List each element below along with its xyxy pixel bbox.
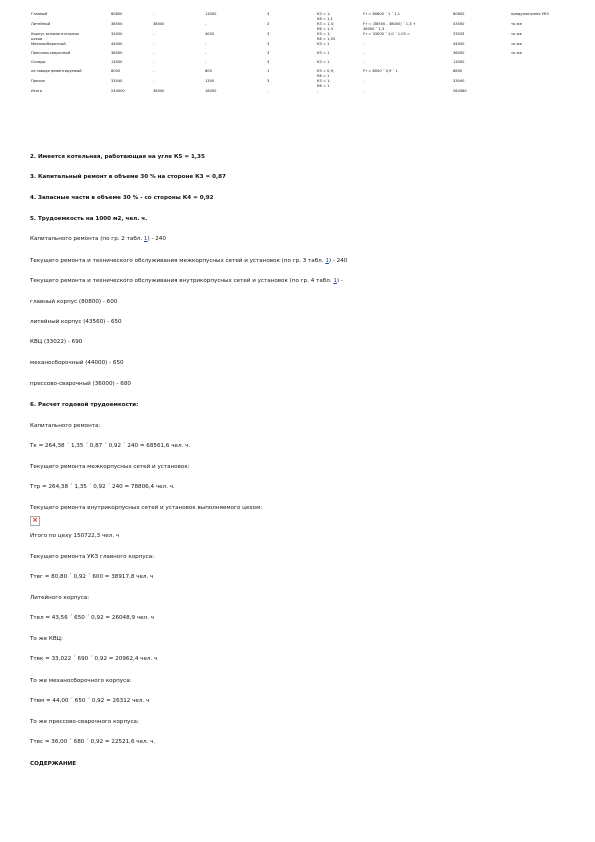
table-cell — [510, 89, 580, 98]
table-cell: Склады — [31, 60, 46, 64]
table-cell: - — [205, 22, 207, 26]
table-row — [30, 89, 580, 98]
paragraph: Ттр = 264,38 ´ 1,35 ´ 0,92 ´ 240 = 78806,4 чел. ч. — [30, 484, 175, 490]
table-cell: Итого — [31, 89, 43, 93]
paragraph-text: Капитального ремонта (по гр. 2 табл. — [30, 236, 144, 242]
table-cell: - — [363, 79, 365, 83]
table-row — [30, 51, 580, 60]
paragraph: То же прессово-сварочного корпуса: — [30, 719, 139, 725]
paragraph: Итого по цеху 150722,3 чел. ч — [30, 533, 120, 539]
paragraph: Тк = 264,38 ´ 1,35 ´ 0,87 ´ 0,92 ´ 240 = 68561,6 чел. ч. — [30, 443, 191, 449]
table-cell: - — [153, 79, 155, 83]
paragraph-text: ) - 240 — [328, 258, 348, 264]
table-cell — [510, 79, 580, 89]
paragraph: литейный корпус (43560) - 650 — [30, 319, 122, 325]
table-cell: 13000 — [111, 60, 123, 64]
table-cell: 13000 — [453, 60, 465, 64]
table-cell: - — [153, 42, 155, 46]
table-cell: 3 — [267, 22, 270, 26]
table-row — [30, 32, 580, 42]
table-cell: Прессово-сварочный — [31, 51, 71, 55]
table-cell: то же — [511, 42, 522, 46]
table-row — [30, 22, 580, 32]
paragraph: Ттвк = 33,022 ´ 690 ´ 0,92 = 20962,4 чел. ч — [30, 656, 158, 662]
table-row — [30, 69, 580, 79]
table-cell: К3 = 1 — [317, 51, 330, 55]
table-cell: 80800 — [453, 12, 465, 16]
table-cell: - — [205, 60, 207, 64]
table-cell: 36000 — [453, 51, 465, 55]
table-cell: то же — [511, 32, 522, 36]
table-reference-link[interactable]: 1 — [333, 278, 337, 284]
table-cell: 44000 — [111, 42, 123, 46]
table-cell: - — [205, 51, 207, 55]
table-cell: 3 — [267, 42, 270, 46]
table-cell: - — [153, 32, 155, 36]
table-row — [30, 42, 580, 51]
table-cell: 3 — [267, 32, 270, 36]
table-cell: 38500 — [111, 22, 123, 26]
table-cell: 33040 — [453, 79, 465, 83]
table-cell: предусмотрено УКЗ — [511, 12, 549, 16]
paragraph-with-link — [30, 278, 343, 285]
paragraph: КВЦ (33022) - 690 — [30, 339, 83, 345]
paragraph: 2. Имеется котельная, работающая на угле К5 = 1,35 — [30, 154, 205, 160]
table-cell: К3 = 1; К6 = 1,03 — [317, 32, 336, 41]
table-cell — [510, 69, 580, 79]
broken-image-cross-icon: × — [32, 516, 38, 524]
table-cell: - — [363, 42, 365, 46]
table-cell: то же — [511, 51, 522, 55]
table-cell: 43500 — [453, 22, 465, 26]
table-cell: 3 — [267, 79, 270, 83]
table-cell: 38000 — [153, 22, 165, 26]
table-cell: 244000 — [111, 89, 125, 93]
table-cell: Fт = 8000 ´ 0,9 ´ 1 — [363, 69, 398, 73]
paragraph-text: Текущего ремонта и технического обслуживания межкорпусных сетей и установок (по гр. 3 табл. — [30, 258, 326, 264]
paragraph-text: ) - 240 — [147, 236, 166, 242]
paragraph-text: ) - — [336, 278, 343, 284]
table-cell: - — [267, 89, 269, 93]
paragraph: Ттвм = 44,00 ´ 650 ´ 0,92 = 26312 чел. ч — [30, 698, 150, 704]
table-cell: 44000 — [453, 42, 465, 46]
table-cell: 33040 — [111, 79, 123, 83]
table-cell: - — [317, 89, 319, 93]
paragraph: главный корпус (80800) - 600 — [30, 299, 118, 305]
paragraph: механосборочный (44000) - 650 — [30, 360, 124, 366]
paragraph-with-link — [30, 236, 166, 243]
paragraph: Ттвс = 36,00 ´ 680 ´ 0,92 = 22521,6 чел. ч. — [30, 739, 156, 745]
paragraph: 4. Запасные части в объеме 30 % - со стороны К4 = 0,92 — [30, 195, 214, 201]
paragraph: Ттвл = 43,56 ´ 650 ´ 0,92 = 26048,9 чел. ч — [30, 615, 154, 621]
table-cell: Fт = 80800 ´ 1 ´ 1,1 — [363, 12, 401, 16]
table-cell: Литейный — [31, 22, 51, 26]
table-cell: 3 — [267, 51, 270, 55]
table-cell: - — [363, 51, 365, 55]
table-cell: - — [153, 51, 155, 55]
paragraph: 5. Трудоемкость на 1000 м2, чел. ч. — [30, 216, 148, 222]
paragraph: Текущего ремонта УКЗ главного корпуса: — [30, 554, 155, 560]
table-cell: 8800 — [453, 69, 463, 73]
table-cell — [510, 60, 580, 69]
table-cell: Прочие — [31, 79, 45, 83]
table-cell: 1300 — [205, 79, 215, 83]
table-cell: 800 — [205, 69, 212, 73]
table-cell: Механосборочный — [31, 42, 66, 46]
table-cell: - — [153, 60, 155, 64]
table-cell: Fт = 33000 ´ 1,0 ´ 1,03 = — [363, 32, 410, 36]
table-cell: - — [153, 69, 155, 73]
paragraph: То же механосборочного корпуса: — [30, 678, 132, 684]
table-cell: 3 — [267, 12, 270, 16]
table-cell: 33033 — [453, 32, 465, 36]
table-row — [30, 79, 580, 89]
table-row — [30, 60, 580, 69]
paragraph: Литейного корпуса: — [30, 595, 90, 601]
paragraph: Капитального ремонта: — [30, 423, 101, 429]
table-cell: 80800 — [111, 12, 123, 16]
paragraph: 3. Капитальный ремонт в объеме 30 % на стороне К3 = 0,87 — [30, 174, 226, 180]
paragraph-text: Текущего ремонта и технического обслуживания внутрикорпусных сетей и установок (по гр. 4 табл. — [30, 278, 334, 284]
table-cell: 18000 — [205, 89, 217, 93]
buildings-table — [30, 12, 580, 98]
paragraph: Текущего ремонта внутрикорпусных сетей и установок выполняемого цехом: — [30, 505, 263, 511]
table-cell: К3 = 1,3; К6 = 1,3 — [317, 22, 335, 31]
document — [30, 12, 580, 767]
paragraph: прессово-сварочный (36000) - 680 — [30, 381, 131, 387]
table-cell: то же — [511, 22, 522, 26]
table-cell: К3 = 1; К6 = 1 — [317, 79, 331, 88]
table-cell: К3 = 1 — [317, 60, 330, 64]
table-cell: на заводе ремонтируемый — [31, 69, 82, 73]
table-row — [30, 12, 580, 22]
contents-heading: СОДЕРЖАНИЕ — [30, 761, 77, 767]
table-cell: 3 — [267, 60, 270, 64]
table-reference-link[interactable]: 1 — [143, 236, 148, 242]
table-cell: К3 = 1; К6 = 1,1 — [317, 12, 333, 21]
table-cell: - — [153, 12, 155, 16]
table-cell: - — [363, 89, 365, 93]
table-cell: 38000 — [153, 89, 165, 93]
table-cell: Корпус вспомогательных цехов — [31, 32, 80, 41]
paragraph: То же КВЦ: — [30, 636, 63, 642]
table-cell: - — [363, 60, 365, 64]
table-cell: Главный — [31, 12, 48, 16]
paragraph: 6. Расчет годовой трудоемкости: — [30, 402, 139, 408]
table-cell: 13000 — [205, 12, 217, 16]
table-cell: 33000 — [111, 32, 123, 36]
table-cell: 1 — [267, 69, 270, 73]
paragraph: Ттвг = 80,80 ´ 0,92 ´ 600 = 38917,8 чел. ч — [30, 574, 154, 580]
paragraph-with-link — [30, 258, 347, 265]
table-cell: 8000 — [111, 69, 121, 73]
table-cell: 4000 — [205, 32, 215, 36]
paragraph: Текущего ремонта межкорпусных сетей и установок: — [30, 464, 190, 470]
table-cell: К3 = 1 — [317, 42, 330, 46]
broken-image-icon — [30, 516, 40, 526]
table-cell: 36000 — [111, 51, 123, 55]
table-cell: - — [205, 42, 207, 46]
table-reference-link[interactable]: 1 — [325, 258, 329, 264]
table-cell: Fт = (38500 - 38000) ´ 1,3 + 38000 ´ 1,3 — [363, 22, 416, 31]
table-cell: К3 = 0,9; К6 = 1 — [317, 69, 335, 78]
table-cell: 264380 — [453, 89, 467, 93]
